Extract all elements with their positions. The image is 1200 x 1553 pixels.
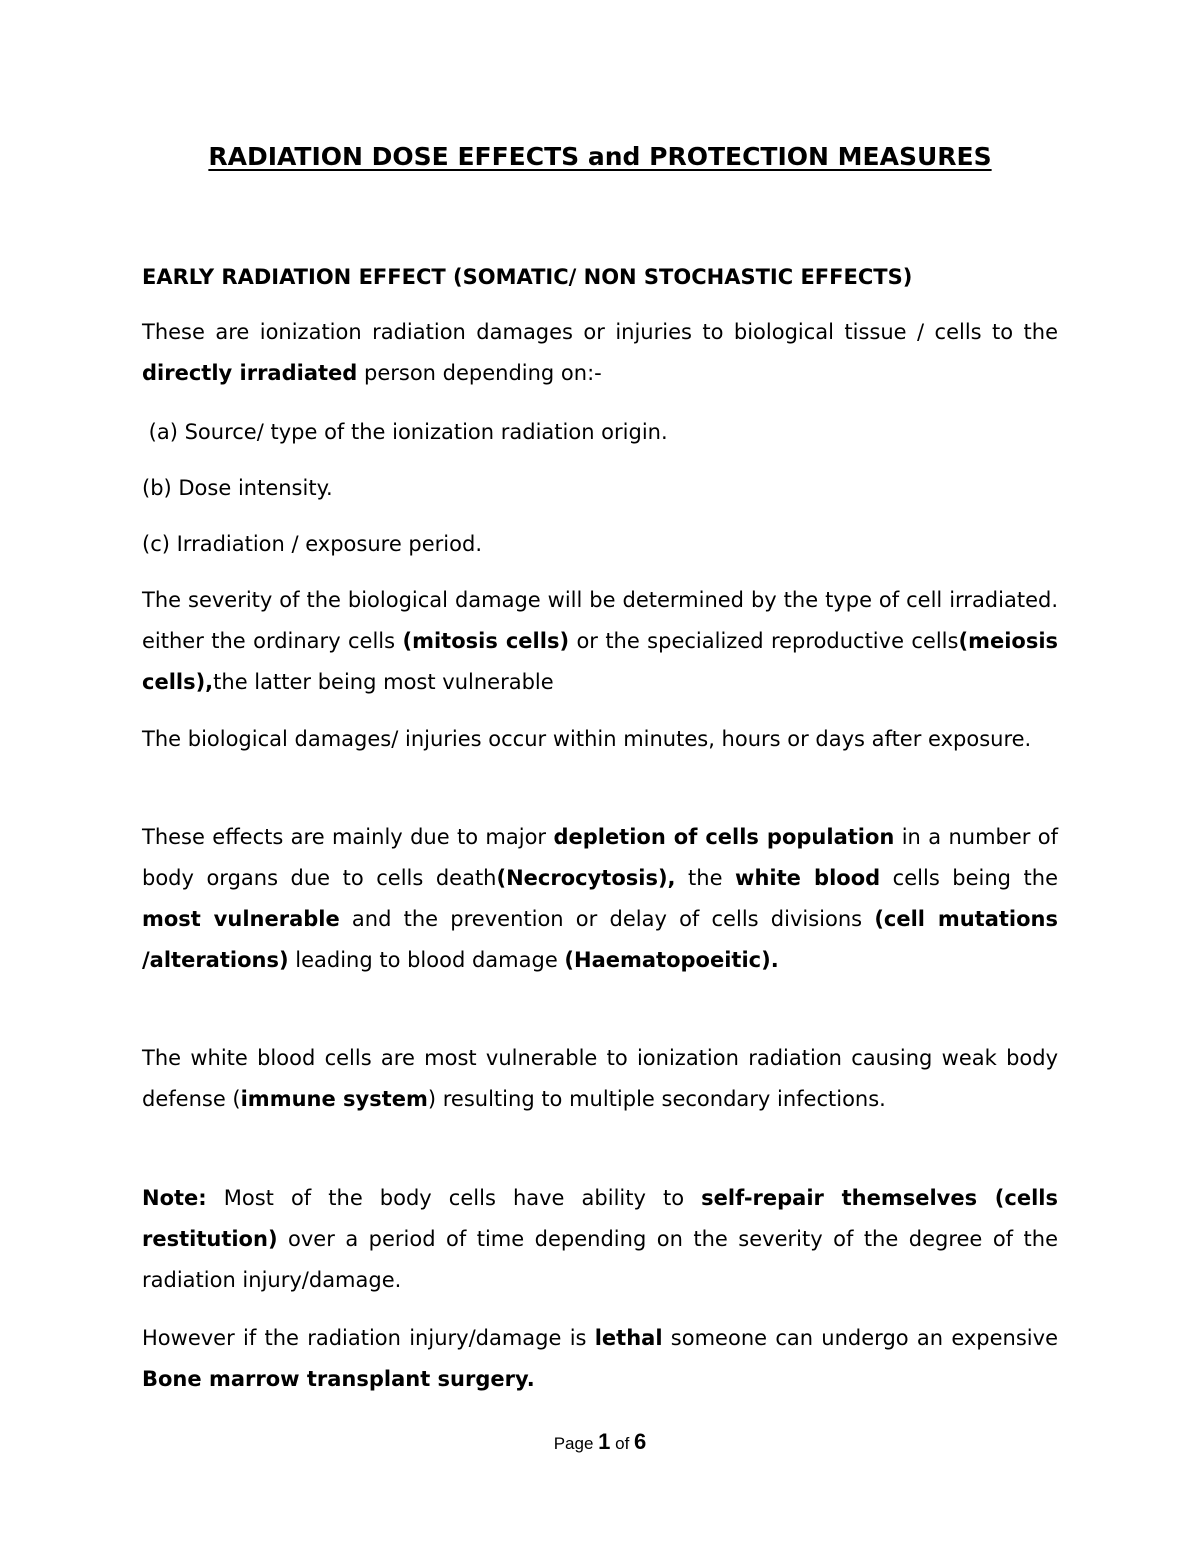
bold-run: Note: xyxy=(142,1186,207,1210)
paragraph-timing: The biological damages/ injuries occur within minutes, hours or days after exposure. xyxy=(142,727,1032,751)
document-title: RADIATION DOSE EFFECTS and PROTECTION MEASURES xyxy=(208,142,992,171)
text-run: Most of the body cells have ability to xyxy=(206,1186,702,1210)
total-pages-number: 6 xyxy=(634,1429,647,1454)
text-run: and the prevention or delay of cells divisions xyxy=(339,907,875,931)
text-run: the xyxy=(675,866,736,890)
text-run: cells being the xyxy=(880,866,1058,890)
bold-run: most vulnerable xyxy=(142,907,340,931)
paragraph-immune xyxy=(142,1038,1058,1120)
text-run: ) resulting to multiple secondary infections. xyxy=(427,1087,886,1111)
text-run: These are ionization radiation damages or injuries to biological tissue / cells to the xyxy=(142,320,1058,344)
text-run: someone can undergo an expensive xyxy=(662,1326,1058,1350)
paragraph-severity xyxy=(142,580,1058,703)
text-run: person depending on:- xyxy=(357,361,602,385)
text-run: However if the radiation injury/damage is xyxy=(142,1326,595,1350)
text-run: These effects are mainly due to major xyxy=(142,825,554,849)
bold-run: (Necrocytosis), xyxy=(496,866,676,890)
text-run: or the specialized reproductive cells xyxy=(569,629,959,653)
bold-run: (Haematopoeitic). xyxy=(564,948,779,972)
bold-run: (cell mutations /alterations) xyxy=(142,907,1058,972)
of-label: of xyxy=(615,1434,630,1453)
text-run: The severity of the biological damage will be determined by the type of cell irradiated. either the ordinary cells xyxy=(142,588,1058,653)
text-run: over a period of time depending on the severity of the degree of the radiation injury/damage. xyxy=(142,1227,1058,1292)
paragraph-intro xyxy=(142,312,1058,394)
bold-run: lethal xyxy=(594,1326,663,1350)
paragraph-effects xyxy=(142,817,1058,981)
text-run: The white blood cells are most vulnerable to ionization radiation causing weak body defense ( xyxy=(142,1046,1058,1111)
text-run: the latter being most vulnerable xyxy=(213,670,554,694)
bold-run: depletion of cells population xyxy=(553,825,895,849)
page-label: Page xyxy=(553,1434,594,1453)
page-footer xyxy=(0,1428,1200,1458)
bold-run: directly irradiated xyxy=(142,361,358,385)
text-run: in a number of body organs due to cells death xyxy=(142,825,1059,890)
bold-run: white blood xyxy=(735,866,881,890)
paragraph-note xyxy=(142,1178,1058,1301)
bold-run: (mitosis cells) xyxy=(402,629,570,653)
list-item-b: (b) Dose intensity. xyxy=(142,476,333,500)
section-heading: EARLY RADIATION EFFECT (SOMATIC/ NON STOCHASTIC EFFECTS) xyxy=(142,265,913,289)
list-item-a: (a) Source/ type of the ionization radiation origin. xyxy=(142,420,668,444)
text-run: leading to blood damage xyxy=(288,948,565,972)
list-item-c: (c) Irradiation / exposure period. xyxy=(142,532,482,556)
bold-run: immune system xyxy=(240,1087,428,1111)
paragraph-treatment xyxy=(142,1318,1058,1400)
bold-run: (meiosis cells), xyxy=(142,629,1059,694)
bold-run: Bone marrow transplant surgery. xyxy=(142,1367,535,1391)
bold-run: self-repair themselves (cells restitution) xyxy=(142,1186,1058,1251)
current-page-number: 1 xyxy=(598,1429,611,1454)
